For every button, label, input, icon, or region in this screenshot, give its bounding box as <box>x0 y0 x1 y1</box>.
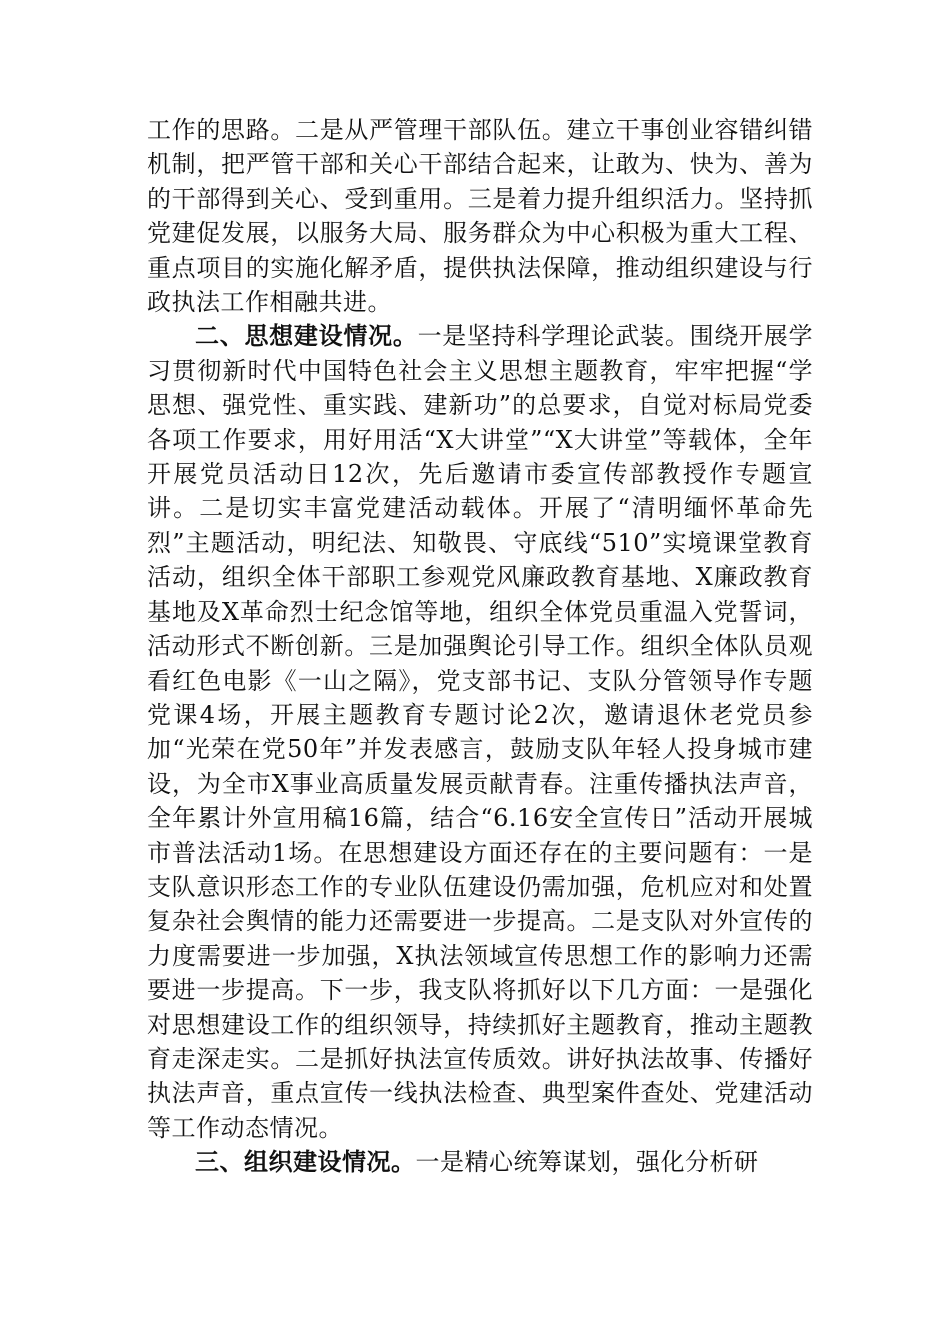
section-heading-ideology: 二、思想建设情况。 <box>195 322 418 351</box>
paragraph-text: 工作的思路。二是从严管理干部队伍。建立干事创业容错纠错机制，把严管干部和关心干部结合起来，让敢为、快为、善为的干部得到关心、受到重用。三是着力提升组织活力。坚持抓党建促发展，以服务大局、服务群众为中心积极为重大工程、重点项目的实施化解矛盾，提供执法保障，推动组织建设与行政执法工作相融共进。 <box>147 116 813 317</box>
paragraph-org-vitality <box>147 113 813 319</box>
paragraph-text: 一是坚持科学理论武装。围绕开展学习贯彻新时代中国特色社会主义思想主题教育，牢牢把握“学思想、强党性、重实践、建新功”的总要求，自觉对标局党委各项工作要求，用好用活“X大讲堂”“X大讲堂”等载体，全年开展党员活动日12次，先后邀请市委宣传部教授作专题宣讲。二是切实丰富党建活动载体。开展了“清明缅怀革命先烈”主题活动，明纪法、知敬畏、守底线“510”实境课堂教育活动，组织全体干部职工参观党风廉政教育基地、X廉政教育基地及X革命烈士纪念馆等地，组织全体党员重温入党誓词，活动形式不断创新。三是加强舆论引导工作。组织全体队员观看红色电影《一山之隔》，党支部书记、支队分管领导作专题党课4场，开展主题教育专题讨论2次，邀请退休老党员参加“光荣在党50年”并发表感言，鼓励支队年轻人投身城市建设，为全市X事业高质量发展贡献青春。注重传播执法声音，全年累计外宣用稿16篇，结合“6.16安全宣传日”活动开展城市普法活动1场。在思想建设方面还存在的主要问题有：一是支队意识形态工作的专业队伍建设仍需加强，危机应对和处置复杂社会舆情的能力还需要进一步提高。二是支队对外宣传的力度需要进一步加强，X执法领域宣传思想工作的影响力还需要进一步提高。下一步，我支队将抓好以下几方面：一是强化对思想建设工作的组织领导，持续抓好主题教育，推动主题教育走深走实。二是抓好执法宣传质效。讲好执法故事、传播好执法声音，重点宣传一线执法检查、典型案件查处、党建活动等工作动态情况。 <box>147 322 813 1142</box>
paragraph-ideology-building <box>147 319 813 1145</box>
paragraph-organization-building <box>147 1145 813 1179</box>
section-heading-organization: 三、组织建设情况。 <box>195 1148 416 1177</box>
document-page <box>147 113 813 1180</box>
paragraph-text: 一是精心统筹谋划，强化分析研 <box>415 1148 759 1177</box>
